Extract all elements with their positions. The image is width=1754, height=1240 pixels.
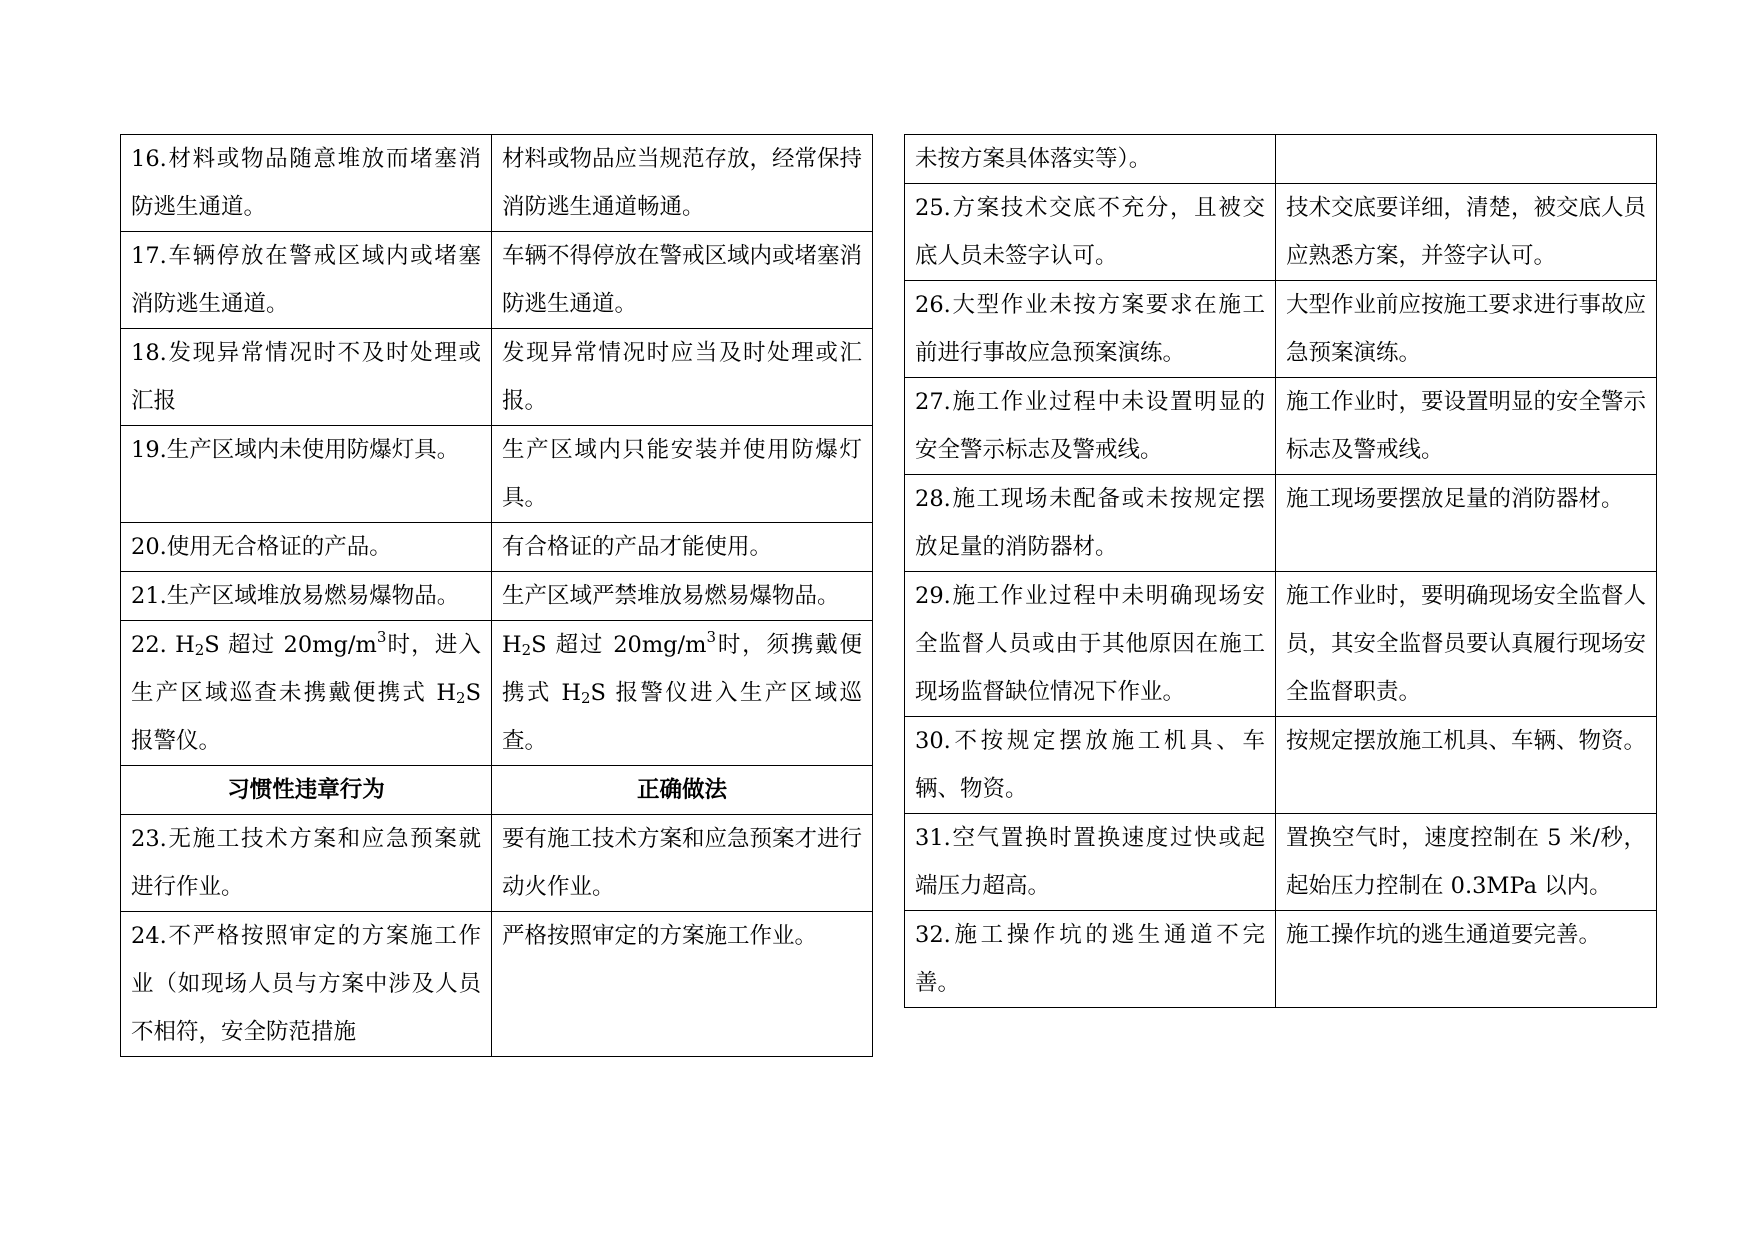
correct-cell: 生产区域严禁堆放易燃易爆物品。 (492, 572, 873, 621)
violation-cell: 31.空气置换时置换速度过快或起端压力超高。 (905, 814, 1276, 911)
table-row (905, 814, 1657, 911)
correct-cell (1276, 135, 1657, 184)
correct-cell: 施工现场要摆放足量的消防器材。 (1276, 475, 1657, 572)
table-row (121, 912, 873, 1057)
table-row (905, 378, 1657, 475)
correct-cell: 施工操作坑的逃生通道要完善。 (1276, 911, 1657, 1008)
violation-cell: 20.使用无合格证的产品。 (121, 523, 492, 572)
violation-cell: 未按方案具体落实等）。 (905, 135, 1276, 184)
correct-cell: 材料或物品应当规范存放，经常保持消防逃生通道畅通。 (492, 135, 873, 232)
violation-cell: 25.方案技术交底不充分，且被交底人员未签字认可。 (905, 184, 1276, 281)
right-rules-table (904, 134, 1657, 1008)
table-row (121, 523, 873, 572)
correct-cell: 发现异常情况时应当及时处理或汇报。 (492, 329, 873, 426)
violation-cell: 27.施工作业过程中未设置明显的安全警示标志及警戒线。 (905, 378, 1276, 475)
header-correct: 正确做法 (492, 766, 873, 815)
table-row (121, 329, 873, 426)
left-rules-table (120, 134, 873, 1057)
table-row (121, 232, 873, 329)
violation-cell: 32.施工操作坑的逃生通道不完善。 (905, 911, 1276, 1008)
table-row (121, 572, 873, 621)
violation-cell: 26.大型作业未按方案要求在施工前进行事故应急预案演练。 (905, 281, 1276, 378)
correct-cell: 按规定摆放施工机具、车辆、物资。 (1276, 717, 1657, 814)
correct-cell: 技术交底要详细，清楚，被交底人员应熟悉方案，并签字认可。 (1276, 184, 1657, 281)
correct-cell: 施工作业时，要设置明显的安全警示标志及警戒线。 (1276, 378, 1657, 475)
table-row (905, 717, 1657, 814)
table-header-row (121, 766, 873, 815)
violation-cell: 21.生产区域堆放易燃易爆物品。 (121, 572, 492, 621)
correct-cell: 严格按照审定的方案施工作业。 (492, 912, 873, 1057)
correct-cell: 车辆不得停放在警戒区域内或堵塞消防逃生通道。 (492, 232, 873, 329)
violation-cell: 28.施工现场未配备或未按规定摆放足量的消防器材。 (905, 475, 1276, 572)
violation-cell-h2s: 22. $H_2S$ 超过 $20mg/m^3$时，进入生产区域巡查未携戴便携式 $H_2S$ 报警仪。 (121, 621, 492, 766)
table-row (121, 426, 873, 523)
correct-cell: 要有施工技术方案和应急预案才进行动火作业。 (492, 815, 873, 912)
table-row (905, 572, 1657, 717)
table-row (121, 621, 873, 766)
violation-cell: 23.无施工技术方案和应急预案就进行作业。 (121, 815, 492, 912)
table-row (121, 135, 873, 232)
violation-cell: 24.不严格按照审定的方案施工作业（如现场人员与方案中涉及人员不相符，安全防范措施 (121, 912, 492, 1057)
table-row (905, 184, 1657, 281)
table-row (905, 475, 1657, 572)
correct-cell: 生产区域内只能安装并使用防爆灯具。 (492, 426, 873, 523)
table-row (121, 815, 873, 912)
correct-cell-h2s: $H_2S$ 超过 $20mg/m^3$时，须携戴便携式 $H_2S$ 报警仪进入生产区域巡查。 (492, 621, 873, 766)
violation-cell: 16.材料或物品随意堆放而堵塞消防逃生通道。 (121, 135, 492, 232)
table-row (905, 135, 1657, 184)
violation-cell: 29.施工作业过程中未明确现场安全监督人员或由于其他原因在施工现场监督缺位情况下作业。 (905, 572, 1276, 717)
correct-cell: 施工作业时，要明确现场安全监督人员，其安全监督员要认真履行现场安全监督职责。 (1276, 572, 1657, 717)
header-violation: 习惯性违章行为 (121, 766, 492, 815)
violation-cell: 18.发现异常情况时不及时处理或汇报 (121, 329, 492, 426)
table-row (905, 911, 1657, 1008)
correct-cell: 有合格证的产品才能使用。 (492, 523, 873, 572)
correct-cell: 大型作业前应按施工要求进行事故应急预案演练。 (1276, 281, 1657, 378)
table-row (905, 281, 1657, 378)
violation-cell: 17.车辆停放在警戒区域内或堵塞消防逃生通道。 (121, 232, 492, 329)
violation-cell: 30.不按规定摆放施工机具、车辆、物资。 (905, 717, 1276, 814)
correct-cell: 置换空气时，速度控制在 5 米/秒，起始压力控制在 0.3MPa 以内。 (1276, 814, 1657, 911)
violation-cell: 19.生产区域内未使用防爆灯具。 (121, 426, 492, 523)
